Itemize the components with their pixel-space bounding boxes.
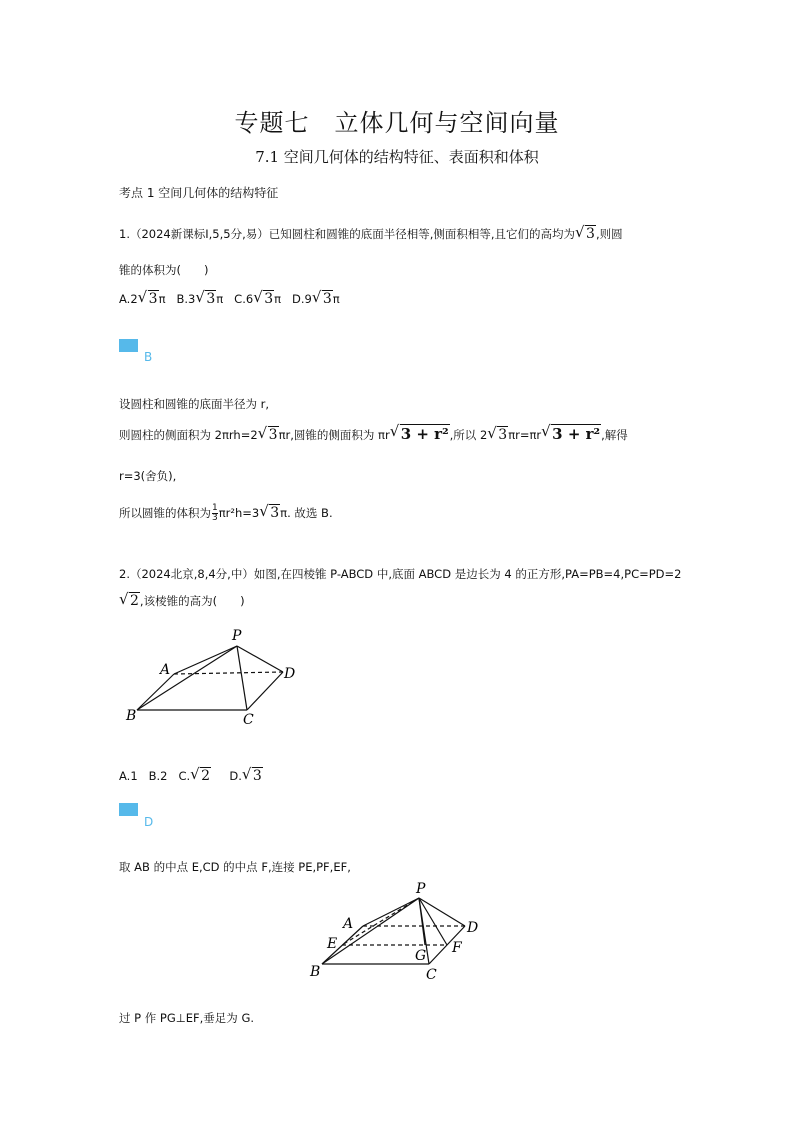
- q1-solution-line2: 则圆柱的侧面积为 2πrh=2√ 3πr,圆锥的侧面积为 πr√ 3 + r²,所以 2√ 3πr=πr√ 3 + r²,解得: [119, 425, 628, 443]
- q1-stem-line2: 锥的体积为( ): [119, 263, 209, 277]
- section-subtitle: 7.1 空间几何体的结构特征、表面积和体积: [255, 148, 539, 166]
- q2-answer: D: [144, 815, 154, 829]
- label-c: C: [426, 967, 437, 983]
- label-c: C: [243, 712, 254, 728]
- q2-options: [119, 768, 263, 784]
- label-p: P: [416, 881, 426, 897]
- label-b: B: [310, 964, 321, 980]
- label-d: D: [284, 666, 296, 682]
- q1-stem-line1: [119, 226, 623, 242]
- pyramid-figure-2: [305, 878, 485, 986]
- q1-stem-text-b: ,则圆: [595, 227, 623, 241]
- sqrt-symbol: √ 3: [576, 226, 596, 242]
- q2-stem-line1: 2.（2024北京,8,4分,中）如图,在四棱锥 P-ABCD 中,底面 ABCD 是边长为 4 的正方形,PA=PB=4,PC=PD=2: [119, 567, 682, 581]
- q2-option-d[interactable]: D.√ 3: [229, 769, 262, 783]
- label-g: G: [415, 948, 427, 964]
- answer-marker-icon: [119, 803, 138, 816]
- topic-heading: 考点 1 空间几何体的结构特征: [119, 186, 279, 200]
- label-d: D: [467, 920, 479, 936]
- label-p: P: [232, 628, 242, 644]
- q2-stem-line2: √ 2,该棱锥的高为( ): [119, 593, 245, 609]
- q1-options: [119, 291, 340, 307]
- label-b: B: [126, 708, 137, 724]
- q2-solution-line1: 取 AB 的中点 E,CD 的中点 F,连接 PE,PF,EF,: [119, 860, 351, 874]
- q1-solution-line4: 所以圆锥的体积为 $\frac{1}{3}$ πr²h=3√ 3π. 故选 B.: [119, 504, 333, 523]
- page-title: 专题七 立体几何与空间向量: [234, 109, 560, 137]
- label-a: A: [160, 662, 171, 678]
- label-f: F: [452, 940, 462, 956]
- q1-option-d[interactable]: D.9√ 3π: [292, 292, 340, 306]
- q1-solution-line3: r=3(舍负),: [119, 469, 177, 483]
- q1-answer: B: [144, 350, 153, 364]
- q2-solution-line2: 过 P 作 PG⊥EF,垂足为 G.: [119, 1011, 255, 1025]
- q2-option-a[interactable]: A.1: [119, 769, 138, 783]
- q2-option-b[interactable]: B.2: [148, 769, 168, 783]
- q1-option-c[interactable]: C.6√ 3π: [234, 292, 281, 306]
- fraction: $\frac{1}{3}$: [212, 503, 218, 523]
- pyramid-figure-1: [120, 622, 310, 732]
- answer-marker-icon: [119, 339, 138, 352]
- q1-option-a[interactable]: A.2√ 3π: [119, 292, 166, 306]
- q1-stem-text-a: 1.（2024新课标Ⅰ,5,5分,易）已知圆柱和圆锥的底面半径相等,侧面积相等,且它们的高均为: [119, 227, 576, 241]
- q2-option-c[interactable]: C.√ 2: [178, 769, 211, 783]
- q1-solution-line1: 设圆柱和圆锥的底面半径为 r,: [119, 397, 270, 411]
- q1-option-b[interactable]: B.3√ 3π: [176, 292, 223, 306]
- label-a: A: [343, 916, 354, 932]
- label-e: E: [327, 936, 338, 952]
